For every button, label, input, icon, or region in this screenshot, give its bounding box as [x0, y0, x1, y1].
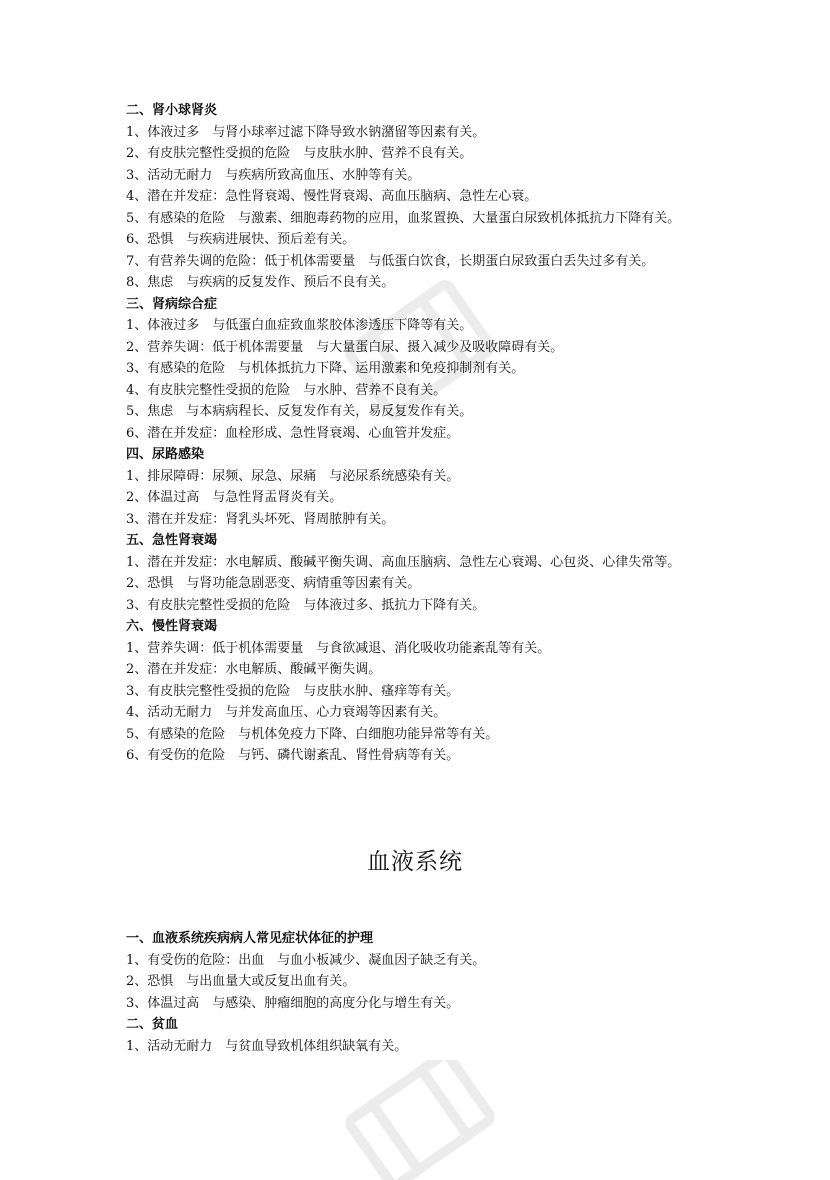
section-heading: 一、血液系统疾病病人常见症状体征的护理	[126, 931, 374, 946]
list-item: 4、活动无耐力 与并发高血压、心力衰竭等因素有关。	[126, 705, 447, 720]
watermark-icon	[330, 1060, 510, 1180]
list-item: 6、恐惧 与疾病进展快、预后差有关。	[126, 232, 356, 247]
section-nephrotic-syndrome	[126, 294, 716, 445]
list-item: 3、有皮肤完整性受损的危险 与皮肤水肿、瘙痒等有关。	[126, 683, 460, 699]
section-hematology-common-symptoms	[126, 928, 716, 1014]
list-item: 3、有皮肤完整性受损的危险 与体液过多、抵抗力下降有关。	[126, 597, 486, 613]
section-heading: 二、肾小球肾炎	[126, 103, 218, 118]
list-item: 1、有受伤的危险：出血 与血小板减少、凝血因子缺乏有关。	[126, 952, 486, 968]
list-item: 2、体温过高 与急性肾盂肾炎有关。	[126, 490, 343, 505]
list-item: 1、潜在并发症：水电解质、酸碱平衡失调、高血压脑病、急性左心衰竭、心包炎、心律失常等。	[126, 554, 681, 570]
list-item: 7、有营养失调的危险：低于机体需要量 与低蛋白饮食，长期蛋白尿致蛋白丢失过多有关。	[126, 253, 655, 269]
list-item: 6、潜在并发症：血栓形成、急性肾衰竭、心血管并发症。	[126, 425, 460, 441]
list-item: 4、有皮肤完整性受损的危险 与水肿、营养不良有关。	[126, 382, 447, 398]
list-item: 3、体温过高 与感染、肿瘤细胞的高度分化与增生有关。	[126, 995, 460, 1011]
section-urinary-tract-infection	[126, 444, 716, 530]
section-heading: 五、急性肾衰竭	[126, 533, 218, 548]
list-item: 5、有感染的危险 与激素、细胞毒药物的应用，血浆置换、大量蛋白尿致机体抵抗力下降有关。	[126, 210, 681, 226]
section-glomerulonephritis	[126, 100, 716, 294]
list-item: 1、活动无耐力 与贫血导致机体组织缺氧有关。	[126, 1038, 408, 1054]
list-item: 1、排尿障碍：尿频、尿急、尿痛 与泌尿系统感染有关。	[126, 468, 460, 484]
list-item: 8、焦虑 与疾病的反复发作、预后不良有关。	[126, 275, 395, 290]
list-item: 1、体液过多 与肾小球率过滤下降导致水钠潴留等因素有关。	[126, 124, 486, 140]
list-item: 3、有感染的危险 与机体抵抗力下降、运用激素和免疫抑制剂有关。	[126, 361, 525, 376]
section-chronic-renal-failure	[126, 616, 716, 767]
list-item: 2、有皮肤完整性受损的危险 与皮肤水肿、营养不良有关。	[126, 146, 473, 161]
list-item: 3、潜在并发症：肾乳头坏死、肾周脓肿有关。	[126, 511, 395, 527]
list-item: 1、营养失调：低于机体需要量 与食欲减退、消化吸收功能紊乱等有关。	[126, 640, 551, 656]
section-anemia	[126, 1014, 716, 1057]
list-item: 1、体液过多 与低蛋白血症致血浆胶体渗透压下降等有关。	[126, 318, 473, 333]
list-item: 2、营养失调：低于机体需要量 与大量蛋白尿、摄入减少及吸收障碍有关。	[126, 339, 564, 355]
list-item: 4、潜在并发症：急性肾衰竭、慢性肾衰竭、高血压脑病、急性左心衰。	[126, 189, 538, 204]
nephrology-sections	[126, 100, 716, 767]
section-heading: 四、尿路感染	[126, 447, 205, 462]
section-heading: 六、慢性肾衰竭	[126, 619, 218, 634]
chapter-title: 血液系统	[367, 849, 463, 875]
list-item: 2、恐惧 与出血量大或反复出血有关。	[126, 974, 356, 989]
list-item: 2、潜在并发症：水电解质、酸碱平衡失调。	[126, 662, 382, 677]
list-item: 3、活动无耐力 与疾病所致高血压、水肿等有关。	[126, 167, 421, 183]
list-item: 6、有受伤的危险 与钙、磷代谢紊乱、肾性骨病等有关。	[126, 748, 460, 763]
hematology-sections	[126, 928, 716, 1057]
section-acute-renal-failure	[126, 530, 716, 616]
section-heading: 二、贫血	[126, 1017, 179, 1032]
list-item: 5、有感染的危险 与机体免疫力下降、白细胞功能异常等有关。	[126, 726, 499, 742]
section-heading: 三、肾病综合症	[126, 296, 218, 312]
list-item: 5、焦虑 与本病病程长、反复发作有关，易反复发作有关。	[126, 404, 473, 419]
list-item: 2、恐惧 与肾功能急剧恶变、病情重等因素有关。	[126, 576, 421, 591]
